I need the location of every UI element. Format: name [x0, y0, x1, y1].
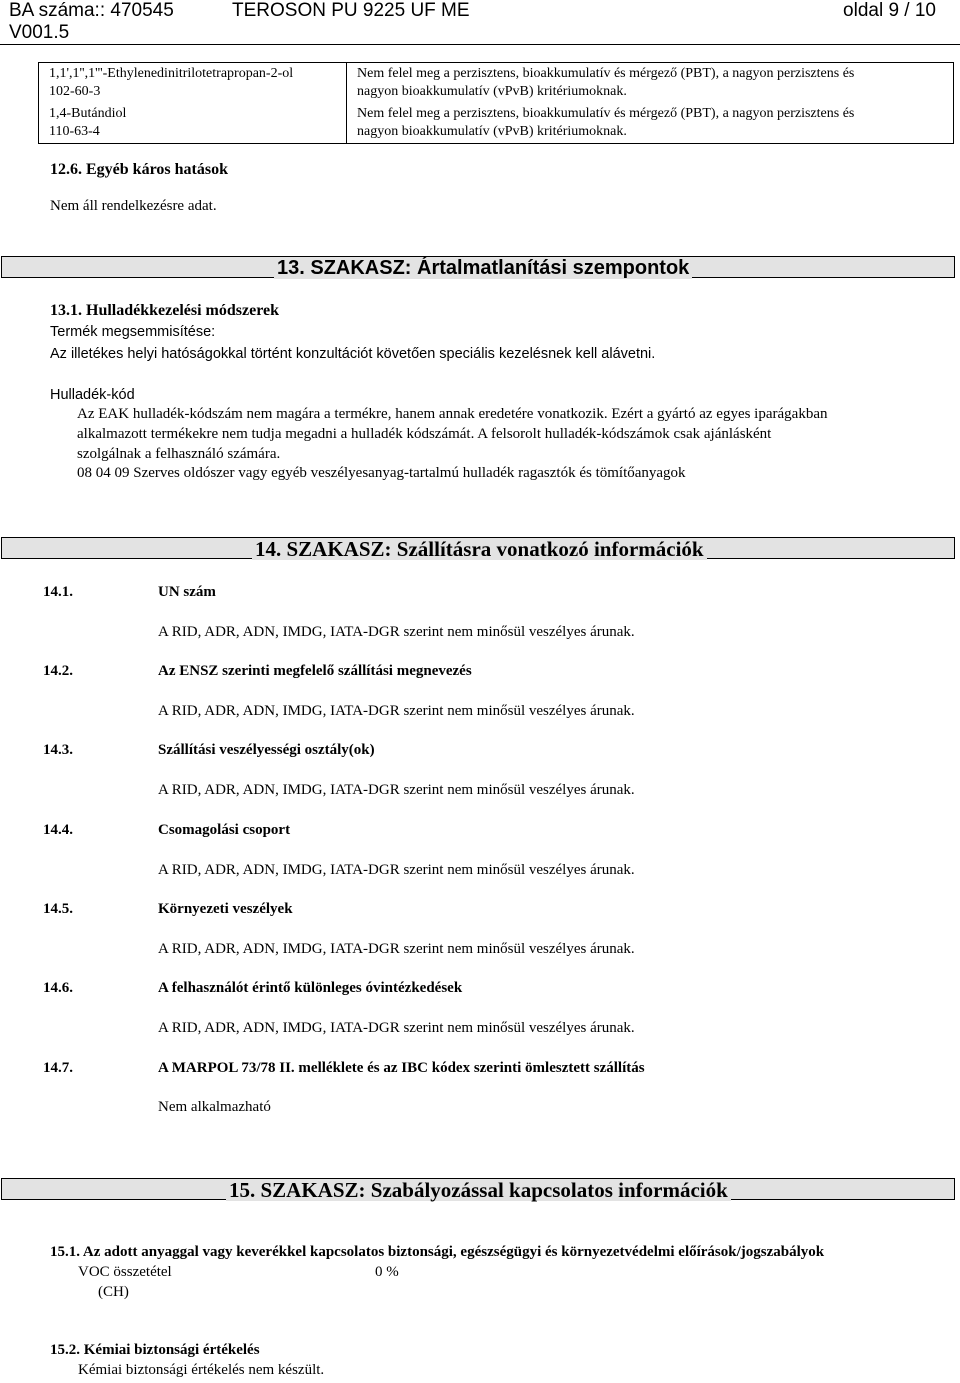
voc-note: (CH)	[98, 1284, 129, 1300]
transport-item-value: A RID, ADR, ADN, IMDG, IATA-DGR szerint nem minősül veszélyes árunak.	[158, 703, 635, 719]
version-label: V001.5	[9, 22, 70, 43]
transport-item-label: Csomagolási csoport	[158, 822, 291, 838]
waste-code-line: 08 04 09 Szerves oldószer vagy egyéb veszélyesanyag-tartalmú hulladék ragasztók és tömítőanyagok	[77, 465, 686, 481]
transport-item-label: Szállítási veszélyességi osztály(ok)	[158, 742, 375, 758]
transport-item-value: A RID, ADR, ADN, IMDG, IATA-DGR szerint nem minősül veszélyes árunak.	[158, 862, 635, 878]
transport-item-number: 14.4.	[43, 822, 73, 838]
section-15-banner	[1, 1178, 955, 1200]
section-13-banner	[1, 256, 955, 278]
substance-assessment-cell	[347, 63, 954, 104]
waste-code-label: Hulladék-kód	[50, 387, 135, 403]
section-13-title: 13. SZAKASZ: Ártalmatlanítási szempontok	[274, 257, 692, 279]
section-12-6-text: Nem áll rendelkezésre adat.	[50, 198, 217, 214]
transport-item-number: 14.3.	[43, 742, 73, 758]
assessment-line: Nem felel meg a perzisztens, bioakkumulatív és mérgező (PBT), a nagyon perzisztens és	[357, 66, 855, 81]
substance-cas: 110-63-4	[49, 124, 100, 139]
section-15-title: 15. SZAKASZ: Szabályozással kapcsolatos információk	[226, 1179, 731, 1201]
transport-item-number: 14.6.	[43, 980, 73, 996]
table-row	[39, 103, 954, 144]
transport-item-value: A RID, ADR, ADN, IMDG, IATA-DGR szerint nem minősül veszélyes árunak.	[158, 941, 635, 957]
assessment-line: nagyon bioakkumulatív (vPvB) kritériumoknak.	[357, 124, 627, 139]
transport-item-number: 14.2.	[43, 663, 73, 679]
disposal-label: Termék megsemmisítése:	[50, 324, 216, 340]
section-15-1-heading: 15.1. Az adott anyaggal vagy keverékkel kapcsolatos biztonsági, egészségügyi és környezetvédelmi előírások/jogszabályok	[50, 1244, 825, 1260]
header-divider	[0, 44, 960, 45]
transport-item-label: UN szám	[158, 584, 216, 600]
transport-item-label: A MARPOL 73/78 II. melléklete és az IBC kódex szerinti ömlesztett szállítás	[158, 1060, 645, 1076]
section-14-banner	[1, 537, 955, 559]
voc-value: 0 %	[375, 1264, 399, 1280]
assessment-line: Nem felel meg a perzisztens, bioakkumulatív és mérgező (PBT), a nagyon perzisztens és	[357, 106, 855, 121]
substance-assessment-cell	[347, 103, 954, 144]
transport-item-number: 14.1.	[43, 584, 73, 600]
transport-item-value: A RID, ADR, ADN, IMDG, IATA-DGR szerint nem minősül veszélyes árunak.	[158, 782, 635, 798]
assessment-line: nagyon bioakkumulatív (vPvB) kritériumoknak.	[357, 84, 627, 99]
substance-cas: 102-60-3	[49, 84, 101, 99]
product-name: TEROSON PU 9225 UF ME	[232, 0, 470, 21]
transport-item-value: Nem alkalmazható	[158, 1099, 271, 1115]
substance-name: 1,1',1'',1'''-Ethylenedinitrilotetrapropan-2-ol	[49, 66, 294, 81]
waste-code-line: Az EAK hulladék-kódszám nem magára a termékre, hanem annak eredetére vonatkozik. Ezért a gyártó az egyes iparágakban	[77, 406, 828, 422]
transport-item-label: Környezeti veszélyek	[158, 901, 293, 917]
substance-name: 1,4-Butándiol	[49, 106, 127, 121]
substance-name-cell	[39, 103, 347, 144]
section-12-6-heading: 12.6. Egyéb káros hatások	[50, 161, 228, 178]
waste-code-line: alkalmazott termékekre nem tudja megadni a hulladék kódszámát. A felsorolt hulladék-kódszámok csak ajánlásként	[77, 426, 772, 442]
transport-item-number: 14.7.	[43, 1060, 73, 1076]
page-number: oldal 9 / 10	[843, 0, 936, 21]
section-14-title: 14. SZAKASZ: Szállításra vonatkozó információk	[252, 538, 707, 560]
substance-table	[38, 62, 954, 144]
voc-label: VOC összetétel	[78, 1264, 172, 1280]
section-15-2-heading: 15.2. Kémiai biztonsági értékelés	[50, 1342, 260, 1358]
transport-item-label: Az ENSZ szerinti megfelelő szállítási megnevezés	[158, 663, 472, 679]
transport-item-label: A felhasználót érintő különleges óvintézkedések	[158, 980, 463, 996]
transport-item-number: 14.5.	[43, 901, 73, 917]
transport-item-value: A RID, ADR, ADN, IMDG, IATA-DGR szerint nem minősül veszélyes árunak.	[158, 1020, 635, 1036]
disposal-text: Az illetékes helyi hatóságokkal történt konzultációt követően speciális kezelésnek kell alávetni.	[50, 346, 656, 362]
transport-item-value: A RID, ADR, ADN, IMDG, IATA-DGR szerint nem minősül veszélyes árunak.	[158, 624, 635, 640]
section-15-2-text: Kémiai biztonsági értékelés nem készült.	[78, 1362, 325, 1378]
section-13-1-heading: 13.1. Hulladékkezelési módszerek	[50, 302, 280, 319]
table-row	[39, 63, 954, 104]
document-number: BA száma:: 470545	[9, 0, 174, 21]
substance-name-cell	[39, 63, 347, 104]
waste-code-line: szolgálnak a felhasználó számára.	[77, 446, 281, 462]
